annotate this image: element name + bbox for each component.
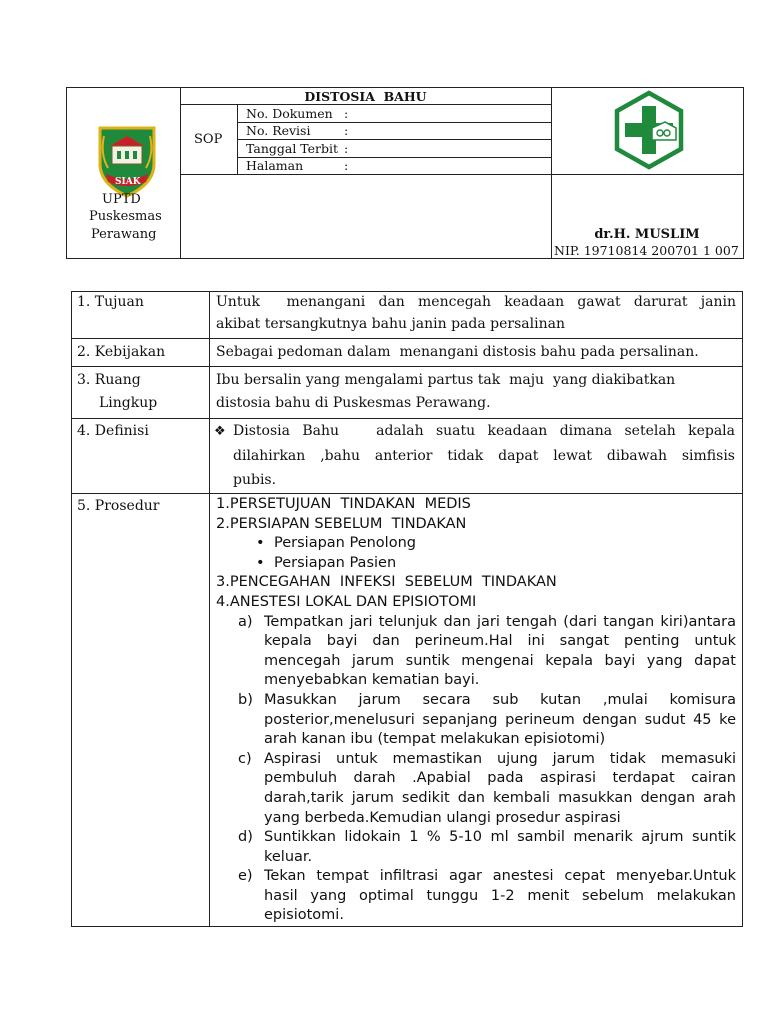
step-d-label: d) <box>238 829 253 846</box>
definisi-line-2: dilahirkan ,bahu anterior tidak dapat lewat dibawah simfisis <box>233 448 735 464</box>
kebijakan-text: Sebagai pedoman dalam menangani distosis bahu pada persalinan. <box>216 344 699 360</box>
tujuan-line-1: Untuk menangani dan mencegah keadaan gawat darurat janin <box>216 294 736 310</box>
step-a <box>216 613 736 691</box>
field-sep-halaman: : <box>344 158 349 173</box>
row-label-lingkup: Lingkup <box>99 395 158 411</box>
field-sep-no-revisi: : <box>344 123 349 138</box>
document-title: DISTOSIA BAHU <box>304 89 427 104</box>
step-c-label: c) <box>238 750 252 767</box>
ruang-line-1: Ibu bersalin yang mengalami partus tak maju yang diakibatkan <box>216 372 676 388</box>
row-label-ruang: 3. Ruang <box>77 372 141 388</box>
procedure-content <box>216 495 736 926</box>
unit-line-2: Puskesmas <box>89 209 162 224</box>
definisi-line-3: pubis. <box>233 472 277 488</box>
row-label-definisi: 4. Definisi <box>77 423 149 439</box>
ruang-line-2: distosia bahu di Puskesmas Perawang. <box>216 395 491 411</box>
step-d-text: Suntikkan lidokain 1 % 5-10 ml sambil menarik ajrum suntik keluar. <box>264 829 736 865</box>
step-a-text: Tempatkan jari telunjuk dan jari tengah (dari tangan kiri)antara kepala bayi dan perineum.Hal ini sangat penting untuk mencegah jarum suntik mengenai kepala bayi yang dapat menyebabkan kematian bayi. <box>264 613 736 689</box>
step-e-label: e) <box>238 868 253 885</box>
puskesmas-logo <box>609 90 689 170</box>
step-a-label: a) <box>238 613 253 630</box>
list-item: • Persiapan Pasien <box>216 554 736 574</box>
field-label-no-revisi: No. Revisi <box>246 123 311 138</box>
siak-regency-logo <box>92 124 162 200</box>
unit-line-3: Perawang <box>91 227 157 242</box>
step-b-label: b) <box>238 691 253 708</box>
step-d <box>216 828 736 867</box>
field-sep-no-dokumen: : <box>344 106 349 121</box>
tujuan-line-2: akibat tersangkutnya bahu janin pada persalinan <box>216 316 565 332</box>
section-2: 2.PERSIAPAN SEBELUM TINDAKAN <box>216 515 467 532</box>
field-label-halaman: Halaman <box>246 158 304 173</box>
step-b <box>216 691 736 750</box>
unit-line-1: UPTD <box>102 192 141 207</box>
definisi-line-1: Distosia Bahu adalah suatu keadaan dimana setelah kepala <box>233 423 735 439</box>
step-b-text: Masukkan jarum secara sub kutan ,mulai komisura posterior,menelusuri sepanjang perineum dengan sudut 45 ke arah kanan ibu (tempat melakukan episiotomi) <box>264 691 736 748</box>
step-e <box>216 867 736 926</box>
step-e-text: Tekan tempat infiltrasi agar anestesi cepat menyebar.Untuk hasil yang optimal tunggu 1-2 menit sebelum melakukan episiotomi. <box>264 868 736 924</box>
logo-text: SIAK <box>115 177 141 187</box>
list-item: • Persiapan Penolong <box>216 534 736 554</box>
field-label-no-dokumen: No. Dokumen <box>246 106 333 121</box>
preparation-list <box>216 534 736 573</box>
section-3: 3.PENCEGAHAN INFEKSI SEBELUM TINDAKAN <box>216 574 557 591</box>
row-label-tujuan: 1. Tujuan <box>77 294 144 310</box>
field-label-tanggal-terbit: Tanggal Terbit <box>246 141 339 156</box>
section-4: 4.ANESTESI LOKAL DAN EPISIOTOMI <box>216 593 477 610</box>
field-sep-tanggal-terbit: : <box>344 141 349 156</box>
signer-name: dr.H. MUSLIM <box>594 227 700 242</box>
sop-label: SOP <box>194 132 223 147</box>
diamond-bullet-icon: ❖ <box>214 424 226 439</box>
step-c <box>216 750 736 828</box>
step-c-text: Aspirasi untuk memastikan ujung jarum tidak memasuki pembuluh darah .Apabial pada aspirasi terdapat cairan darah,tarik jarum sedikit dan kembali masukkan dengan arah yang berbeda.Kemudian ulangi prosedur aspirasi <box>264 750 736 826</box>
row-label-kebijakan: 2. Kebijakan <box>77 344 166 360</box>
signer-nip: NIP. 19710814 200701 1 007 <box>554 243 739 258</box>
section-1: 1.PERSETUJUAN TINDAKAN MEDIS <box>216 496 471 512</box>
row-label-prosedur: 5. Prosedur <box>77 498 160 514</box>
